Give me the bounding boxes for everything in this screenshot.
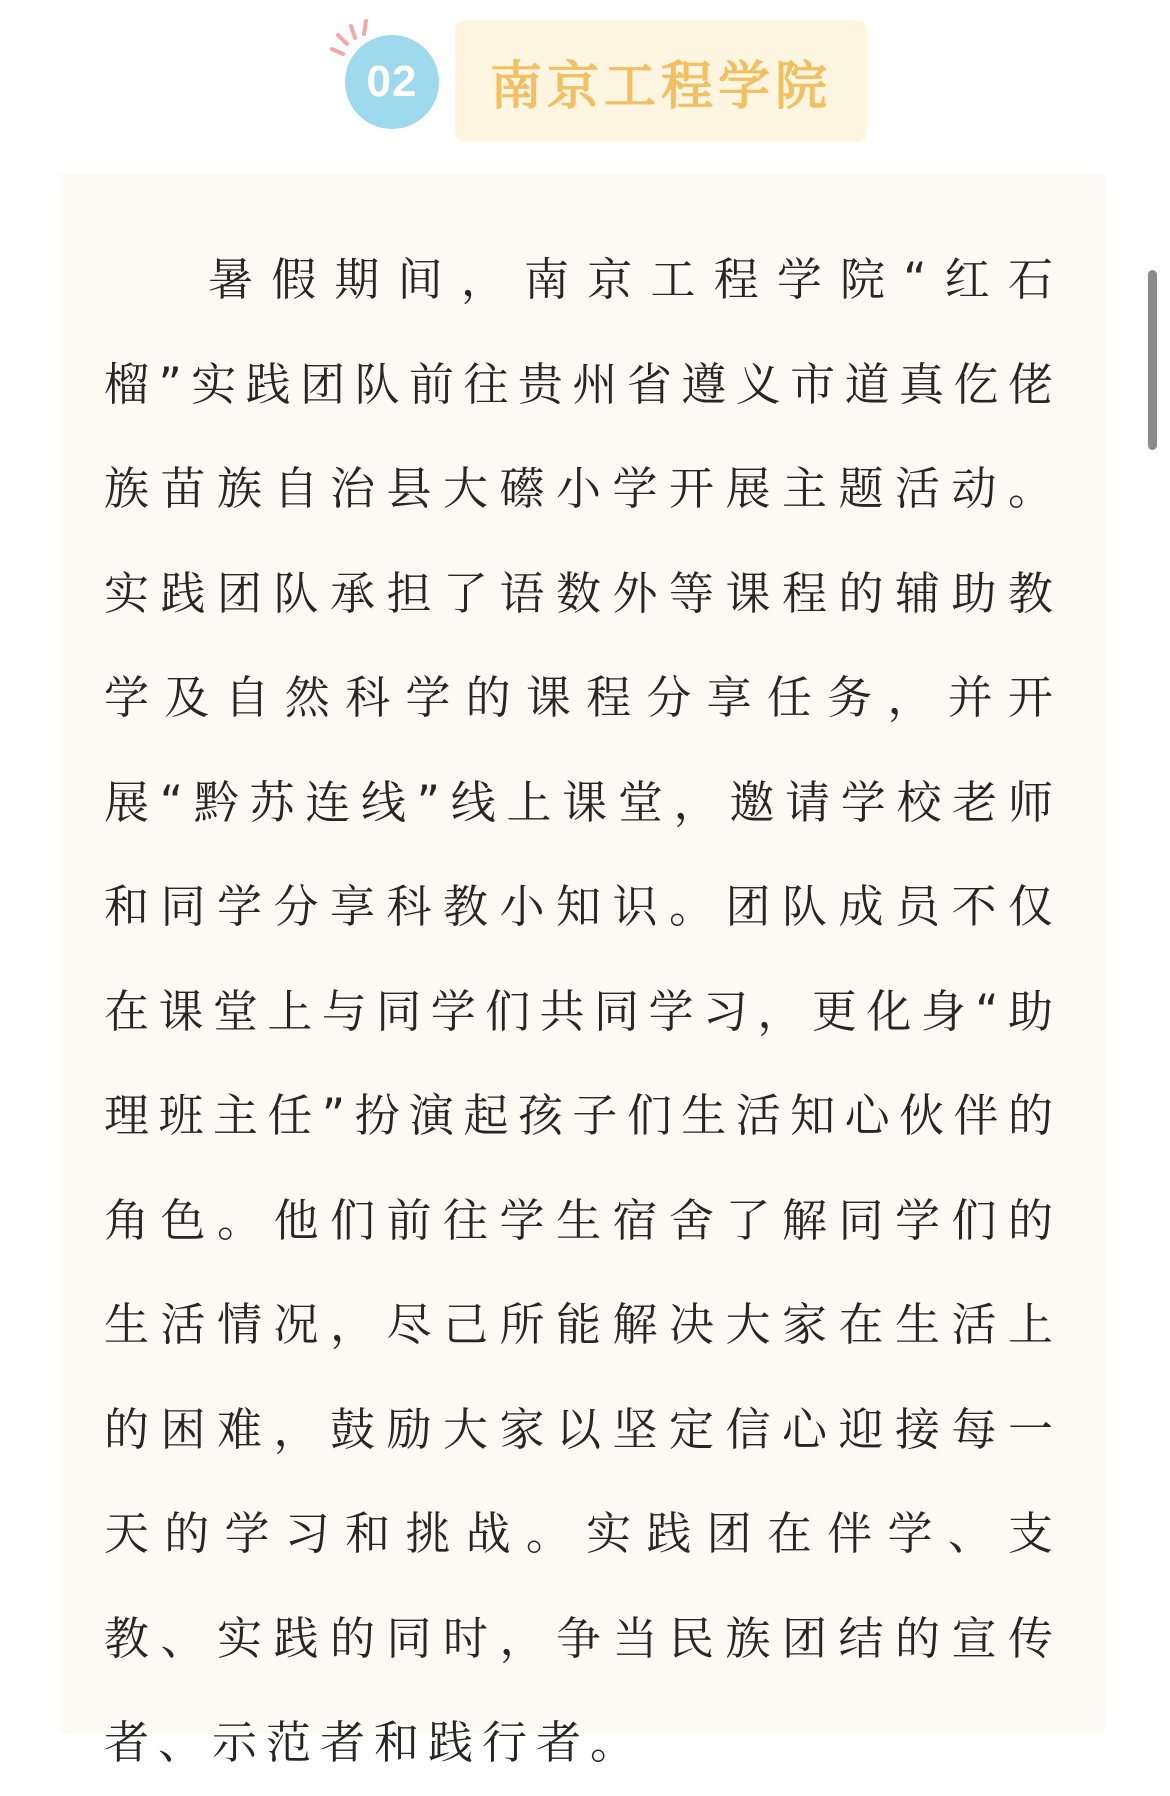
section-header	[0, 0, 1170, 160]
article-paragraph: 暑假期间，南京工程学院“红石榴”实践团队前往贵州省遵义市道真仡佬族苗族自治县大礤小学开展主题活动。实践团队承担了语数外等课程的辅助教学及自然科学的课程分享任务，并开展“黔苏连线”线上课堂，邀请学校老师和同学分享科教小知识。团队成员不仅在课堂上与同学们共同学习，更化身“助理班主任”扮演起孩子们生活知心伙伴的角色。他们前往学生宿舍了解同学们的生活情况，尽己所能解决大家在生活上的困难，鼓励大家以坚定信心迎接每一天的学习和挑战。实践团在伴学、支教、实践的同时，争当民族团结的宣传者、示范者和践行者。	[104, 253, 1062, 1769]
section-title-box	[455, 20, 867, 142]
section-number-badge: 02	[345, 35, 439, 129]
section-title: 南京工程学院	[489, 56, 832, 117]
vertical-scrollbar[interactable]	[1148, 270, 1157, 450]
